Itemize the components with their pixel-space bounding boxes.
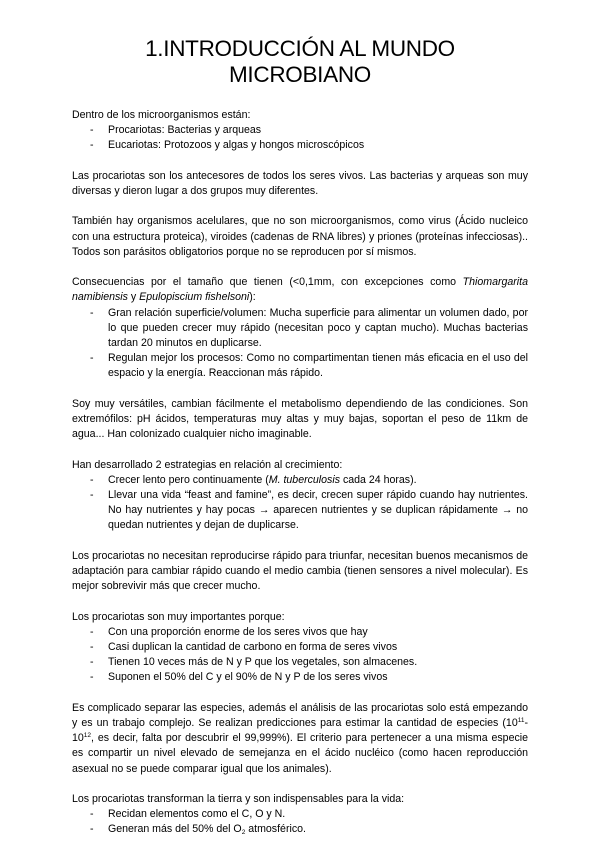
paragraph-ancestors: Las procariotas son los antecesores de todos los seres vivos. Las bacterias y arqueas son muy diversas y dieron lugar a dos grupos muy diferentes. [72, 169, 528, 197]
list-item: - Tienen 10 veces más de N y P que los vegetales, son almacenes. [72, 655, 528, 670]
species-name: M. tuberculosis [268, 473, 341, 486]
page-title: 1.INTRODUCCIÓN AL MUNDO MICROBIANO [145, 36, 455, 87]
transform-list [72, 807, 528, 837]
microorganisms-intro: Dentro de los microorganismos están: [72, 109, 251, 121]
superscript: 11 [517, 717, 525, 724]
text-run: atmosférico. [245, 823, 306, 836]
text-run: , es decir, falta por descubrir el 99,999%). El criterio para pertenecer a una misma especie es compartir un nivel elevado de semejanza en el ácido nucléico (como hacen reproducción asexual no se puede comparar igual que los animales). [72, 732, 528, 775]
text-run: -10 [72, 717, 528, 745]
spacer [72, 199, 528, 214]
list-item: - Con una proporción enorme de los seres vivos que hay [72, 625, 528, 640]
text-run: Crecer lento pero continuamente ( [108, 473, 269, 486]
spacer [72, 534, 528, 549]
spacer [72, 594, 528, 609]
superscript: 12 [83, 732, 92, 740]
paragraph-species [72, 701, 528, 777]
size-consequences-intro [72, 275, 528, 305]
growth-strategies-intro: Han desarrollado 2 estrategias en relación al crecimiento: [72, 458, 343, 471]
text-run: cada 24 horas). [340, 473, 417, 486]
list-item: - Eucariotas: Protozoos y algas y hongos microscópicos [72, 138, 528, 153]
list-item [72, 473, 528, 488]
importance-list [72, 625, 528, 686]
text-run: ): [249, 291, 256, 304]
list-item: - Suponen el 50% del C y el 90% de N y P de los seres vivos [72, 670, 528, 685]
transform-intro: Los procariotas transforman la tierra y son indispensables para la vida: [72, 793, 405, 805]
spacer [72, 777, 528, 792]
list-item: - Regulan mejor los procesos: Como no compartimentan tienen más eficacia en el uso del espacio y la energía. Reaccionan más rápido. [72, 351, 528, 381]
text-run: Generan más del 50% del O [108, 823, 242, 836]
paragraph-adaptation: Los procariotas no necesitan reproducirse rápido para triunfar, necesitan buenos mecanismos de adaptación para cambiar rápido cuando el medio cambia (tienen sensores a nivel molecular). Es mejor sobrevivir más que crecer mucho. [72, 549, 528, 593]
list-item [72, 822, 528, 837]
list-item: - Llevar una vida “feast and famine”, es decir, crecen super rápido cuando hay nutrientes. No hay nutrientes y hay pocas → aparecen nutrientes y se duplican rápidamente → no quedan nutrientes y dejan de duplicarse. [72, 488, 528, 534]
microorganisms-list [72, 123, 528, 153]
subscript: 2 [241, 829, 246, 837]
list-item: - Gran relación superficie/volumen: Mucha superficie para alimentar un volumen dado, por lo que pueden crecer muy rápido (necesitan poco y captan mucho). Muchas bacterias tardan 20 minutos en duplicarse. [72, 306, 528, 352]
text-run: Consecuencias por el tamaño que tienen (<0,1mm, con excepciones como [72, 276, 463, 289]
spacer [72, 260, 528, 275]
growth-strategies-list [72, 473, 528, 534]
spacer [72, 442, 528, 457]
list-item: - Recidan elementos como el C, O y N. [72, 807, 528, 822]
paragraph-versatile: Soy muy versátiles, cambian fácilmente el metabolismo dependiendo de las condiciones. Son extremófilos: pH ácidos, temperaturas muy altas y muy bajas, soportan el peso de 11km de agua... Han colonizado cualquier nicho imaginable. [72, 397, 528, 441]
text-run: y [127, 291, 140, 304]
spacer [72, 382, 528, 397]
list-item: - Casi duplican la cantidad de carbono en forma de seres vivos [72, 640, 528, 655]
spacer [72, 154, 528, 169]
species-name: Thiomargarita namibiensis [72, 276, 528, 304]
text-run: Es complicado separar las especies, además el análisis de las procariotas solo está empezando y es un trabajo complejo. Se realizan predicciones para estimar la cantidad de especies (10 [72, 701, 528, 729]
importance-intro: Los procariotas son muy importantes porque: [72, 610, 285, 623]
list-item: - Procariotas: Bacterias y arqueas [72, 123, 528, 138]
spacer [72, 686, 528, 701]
size-consequences-list [72, 306, 528, 382]
species-name: Epulopiscium fishelsoni [139, 291, 250, 304]
paragraph-acellular: También hay organismos acelulares, que no son microorganismos, como virus (Ácido nucleico con una estructura proteica), viroides (cadenas de RNA libres) y priones (proteínas infecciosas).. Todos son parásitos obligatorios porque no se reproducen por sí mismos. [72, 215, 528, 258]
